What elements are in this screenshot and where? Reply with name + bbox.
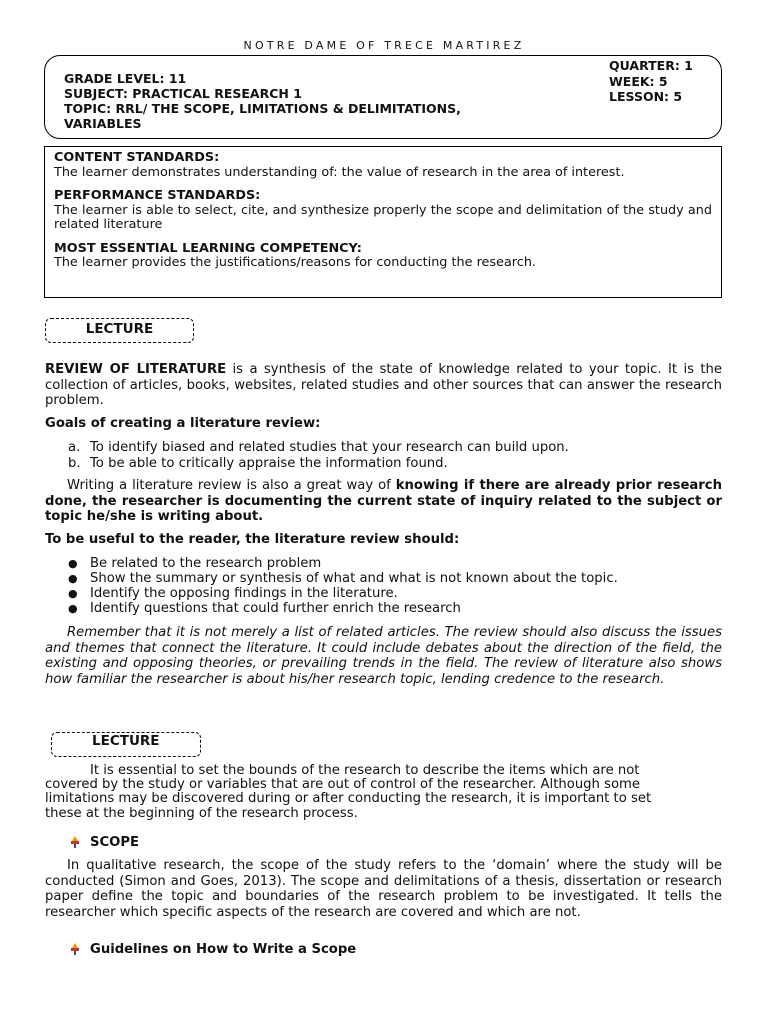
list-item: ● Identify questions that could further enrich the research xyxy=(68,601,461,616)
topic-line-2: VARIABLES xyxy=(64,116,142,131)
pushpin-icon xyxy=(68,835,82,849)
scope-paragraph: In qualitative research, the scope of the study refers to the ‘domain’ where the study will be conducted (Simon and Goes, 2013). The scope and delimitations of a thesis, dissertation or research paper define the topic and boundaries of the research problem to be investigated. It tells the researcher which specific aspects of the research are covered and which are not. xyxy=(45,858,722,920)
subject: SUBJECT: PRACTICAL RESEARCH 1 xyxy=(64,86,302,101)
lecture-label-2: LECTURE xyxy=(51,732,201,757)
goals-heading: Goals of creating a literature review: xyxy=(45,416,321,431)
list-item: ● Show the summary or synthesis of what and what is not known about the topic. xyxy=(68,571,618,586)
rrl-term: REVIEW OF LITERATURE xyxy=(45,362,227,377)
lesson-info-right xyxy=(609,58,693,105)
bounds-paragraph: It is essential to set the bounds of the research to describe the items which are not covered by the study or variables that are out of control of the researcher. Although some limitations may be discovered during or after conducting the research, it is important to set these at the beginning of the research process. xyxy=(45,763,652,821)
list-item: b. To be able to critically appraise the information found. xyxy=(68,455,448,471)
quarter: QUARTER: 1 xyxy=(609,58,693,73)
lecture-label-1: LECTURE xyxy=(45,318,194,343)
topic-line-1: TOPIC: RRL/ THE SCOPE, LIMITATIONS & DELIMITATIONS, xyxy=(64,101,461,116)
performance-standards-text: The learner is able to select, cite, and synthesize properly the scope and delimitation of the study and related literature xyxy=(54,202,712,232)
school-name: NOTRE DAME OF TRECE MARTIREZ xyxy=(243,39,525,52)
performance-standards-heading: PERFORMANCE STANDARDS: xyxy=(54,188,261,203)
rrl-definition-text: is a synthesis of the state of knowledge related to your topic. It is the collection of articles, books, websites, related studies and other sources that can answer the research problem. xyxy=(45,362,722,408)
rrl-definition xyxy=(45,362,722,409)
content-standards-text: The learner demonstrates understanding of: the value of research in the area of interest. xyxy=(54,164,625,180)
useful-list xyxy=(68,556,708,616)
standards-box xyxy=(44,146,722,298)
guidelines-heading: Guidelines on How to Write a Scope xyxy=(68,942,356,957)
content-standards-heading: CONTENT STANDARDS: xyxy=(54,150,220,165)
useful-heading: To be useful to the reader, the literature review should: xyxy=(45,532,460,547)
week: WEEK: 5 xyxy=(609,73,668,89)
writing-paragraph: Writing a literature review is also a great way of knowing if there are already prior research done, the researcher is documenting the current state of inquiry related to the subject or topic he/she is writing about. xyxy=(45,478,722,524)
scope-heading: SCOPE xyxy=(68,835,139,850)
lesson-info-left xyxy=(64,71,461,131)
pushpin-icon xyxy=(68,942,82,956)
melc-text: The learner provides the justifications/reasons for conducting the research. xyxy=(54,255,537,270)
melc-heading: MOST ESSENTIAL LEARNING COMPETENCY: xyxy=(54,240,362,256)
list-item: a. To identify biased and related studies that your research can build upon. xyxy=(68,440,569,455)
goals-list xyxy=(68,440,708,471)
grade-level: GRADE LEVEL: 11 xyxy=(64,71,187,86)
list-item: ● Identify the opposing findings in the literature. xyxy=(68,586,398,601)
list-item: ● Be related to the research problem xyxy=(68,556,322,571)
lesson: LESSON: 5 xyxy=(609,89,683,104)
remember-paragraph: Remember that it is not merely a list of related articles. The review should also discuss the issues and themes that connect the literature. It could include debates about the direction of the field, the existing and opposing theories, or prevailing trends in the field. The review of literature also shows how familiar the researcher is about his/her research topic, lending credence to the research. xyxy=(45,625,722,687)
